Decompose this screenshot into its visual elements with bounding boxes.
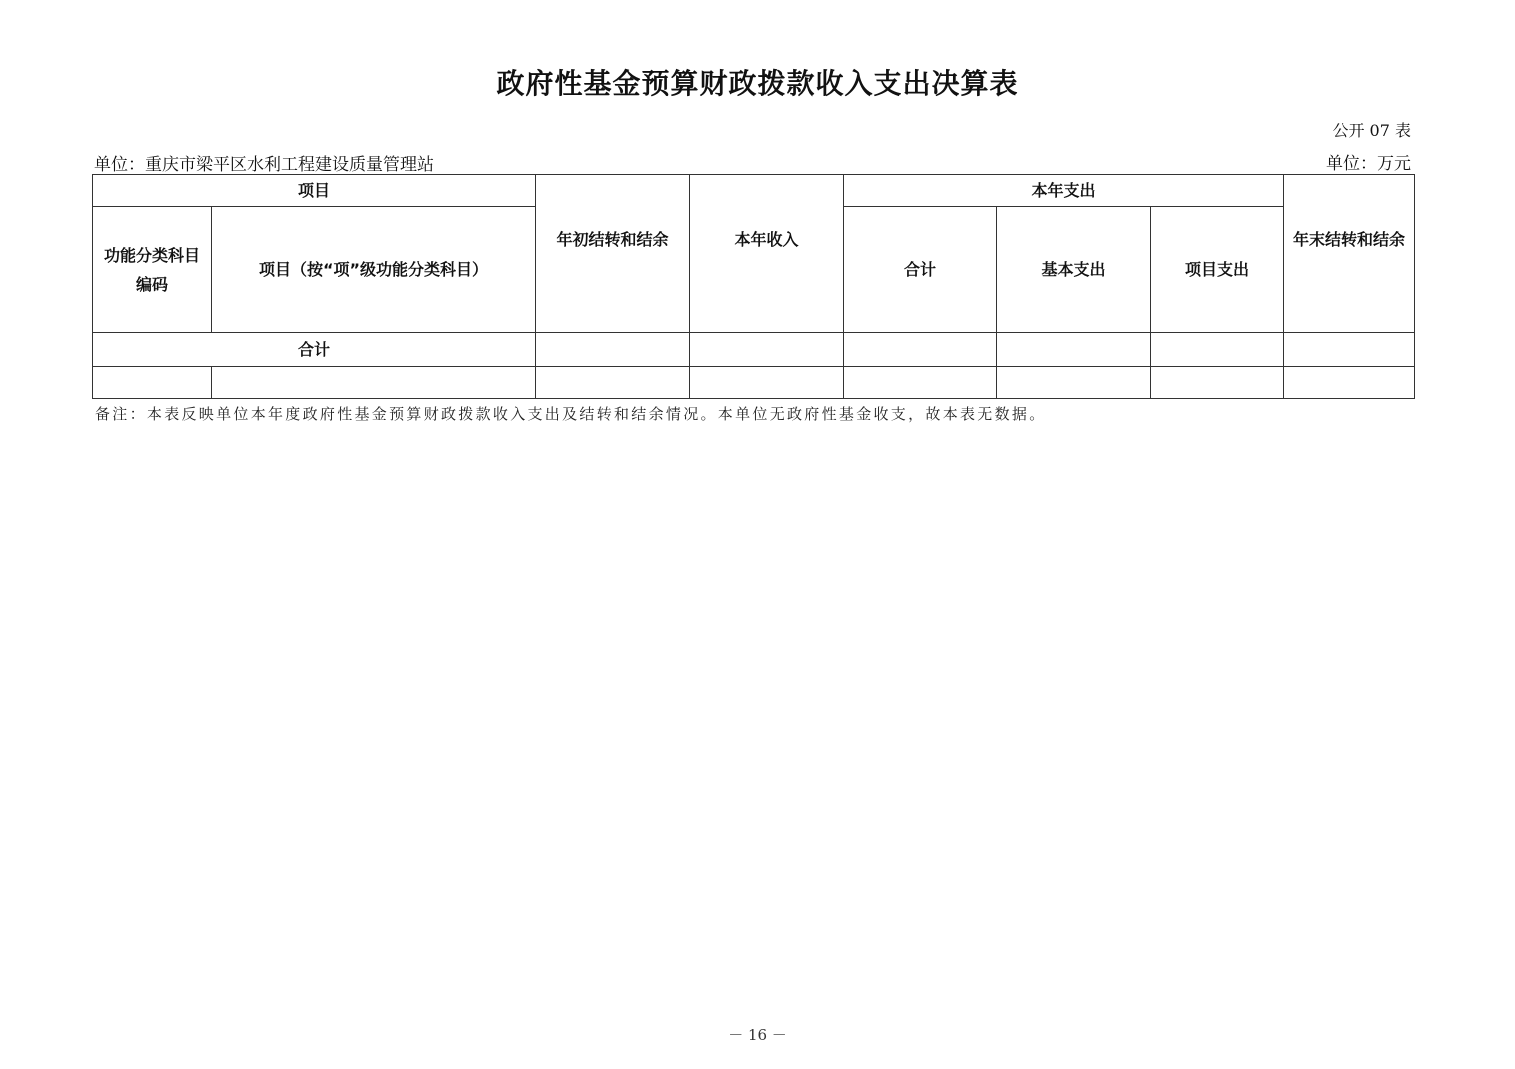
row-name-cell	[212, 367, 536, 399]
header-total: 合计	[844, 207, 997, 333]
header-income: 本年收入	[690, 175, 844, 333]
header-project-expenditure: 项目支出	[1151, 207, 1284, 333]
table-note: 备注：本表反映单位本年度政府性基金预算财政拨款收入支出及结转和结余情况。本单位无政府性基金收支，故本表无数据。	[95, 405, 1047, 423]
header-opening-balance: 年初结转和结余	[536, 175, 690, 333]
header-function-code-line2: 编码	[135, 274, 168, 294]
header-expenditure: 本年支出	[844, 175, 1284, 207]
total-row	[93, 333, 1415, 367]
header-project-by-item: 项目（按“项”级功能分类科目）	[212, 207, 536, 333]
header-closing-balance: 年末结转和结余	[1284, 175, 1415, 333]
page-title: 政府性基金预算财政拨款收入支出决算表	[496, 67, 1019, 100]
total-cell	[690, 333, 844, 367]
unit-organization: 单位：重庆市梁平区水利工程建设质量管理站	[94, 155, 434, 175]
page-number: － 16 －	[728, 1026, 787, 1044]
header-project: 项目	[93, 175, 536, 207]
row-code-cell	[93, 367, 212, 399]
row-value-cell	[1151, 367, 1284, 399]
total-cell	[536, 333, 690, 367]
total-cell	[1151, 333, 1284, 367]
header-function-code-line1: 功能分类科目	[103, 245, 200, 265]
total-cell	[844, 333, 997, 367]
unit-currency: 单位：万元	[1326, 154, 1411, 174]
total-row-label: 合计	[93, 333, 536, 367]
row-value-cell	[844, 367, 997, 399]
header-basic: 基本支出	[997, 207, 1151, 333]
total-cell	[1284, 333, 1415, 367]
row-value-cell	[536, 367, 690, 399]
total-cell	[997, 333, 1151, 367]
row-value-cell	[997, 367, 1151, 399]
row-value-cell	[690, 367, 844, 399]
row-value-cell	[1284, 367, 1415, 399]
budget-table	[92, 174, 1415, 399]
table-row	[93, 367, 1415, 399]
header-function-code	[93, 207, 212, 333]
form-number: 公开 07 表	[1332, 121, 1411, 140]
